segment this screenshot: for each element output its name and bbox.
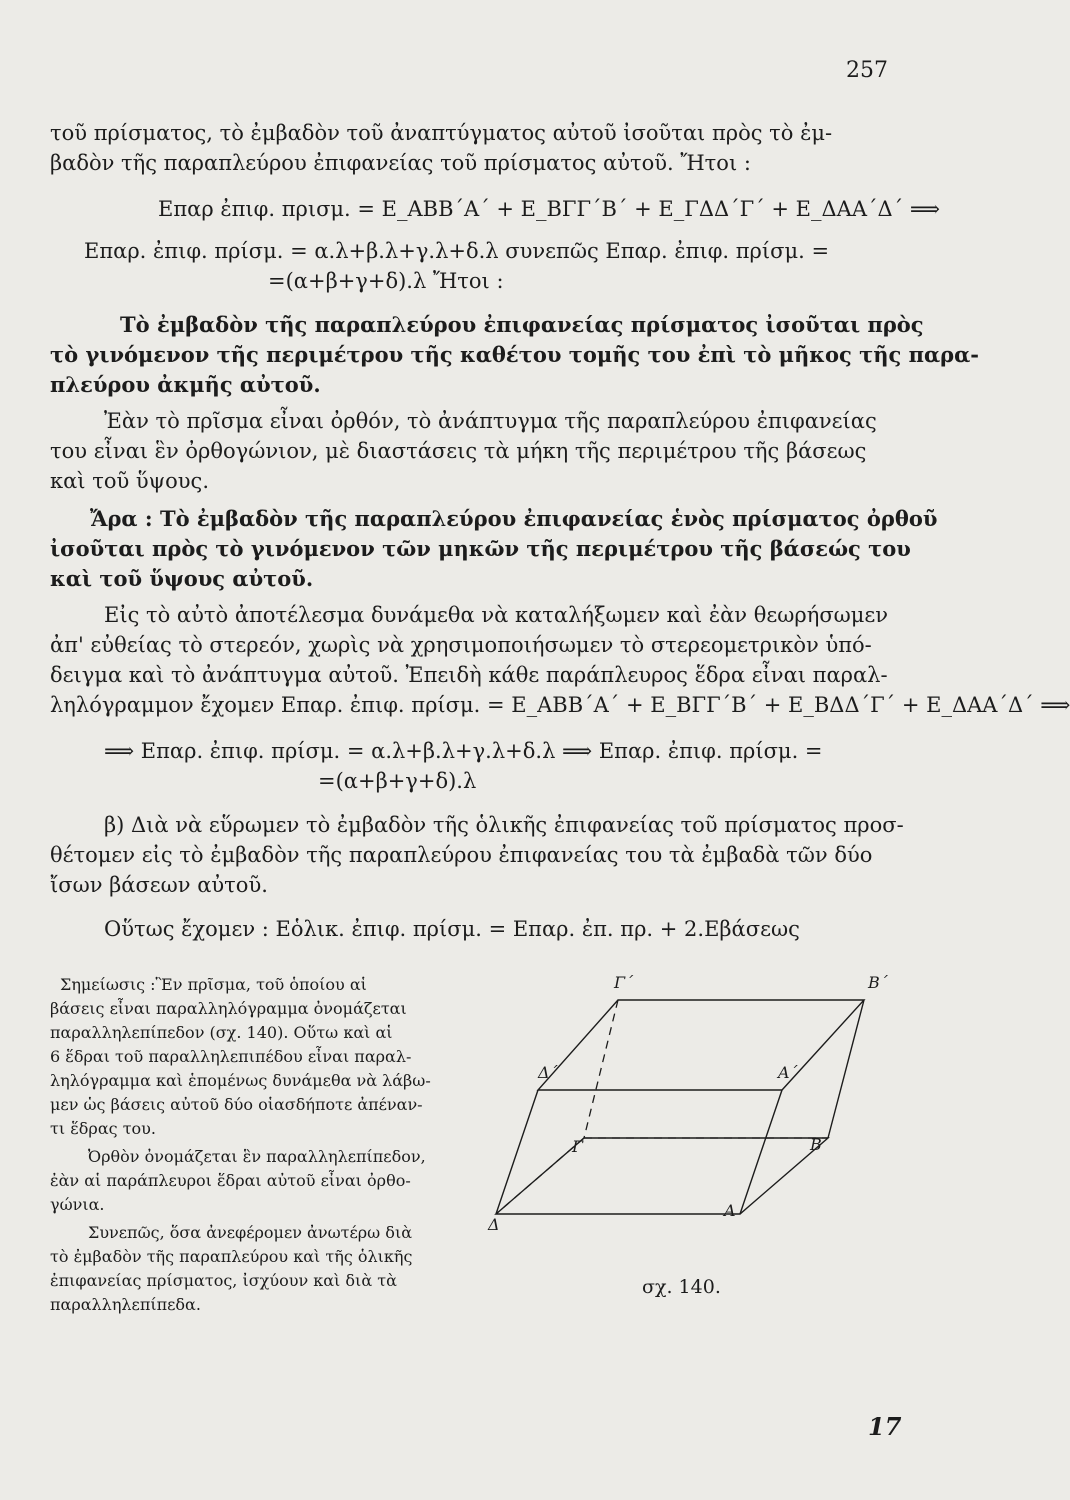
text-line-16: ἀπ' εὐθείας τὸ στερεόν, χωρὶς νὰ χρησιμοποιήσωμεν τὸ στερεομετρικὸν ὑπό- (50, 633, 872, 657)
bottom-face-visible (496, 1138, 828, 1214)
formula-line-5: ⟹ Επαρ. ἐπιφ. πρίσμ. = α.λ+β.λ+γ.λ+δ.λ ⟹ Επαρ. ἐπιφ. πρίσμ. = (104, 739, 823, 763)
note-line-8: Ὀρθὸν ὀνομάζεται ἓν παραλληλεπίπεδον, (88, 1147, 426, 1166)
text-line-2: βαδὸν τῆς παραπλεύρου ἐπιφανείας τοῦ πρίσματος αὐτοῦ. Ἤτοι : (50, 151, 751, 175)
label-D: Δ (488, 1215, 500, 1234)
text-line-9: Ἐὰν τὸ πρῖσμα εἶναι ὀρθόν, τὸ ἀνάπτυγμα τῆς παραπλεύρου ἐπιφανείας (104, 409, 877, 433)
theorem2-line-3: καὶ τοῦ ὕψους αὐτοῦ. (50, 566, 314, 591)
text-line-23: ἴσων βάσεων αὐτοῦ. (50, 873, 268, 897)
parallelepiped-figure (486, 960, 906, 1234)
label-A: Α (724, 1201, 736, 1220)
hidden-edge-GprimeG (584, 1000, 618, 1138)
note-line-2: βάσεις εἶναι παραλληλόγραμμα ὀνομάζεται (50, 999, 407, 1018)
text-line-15: Εἰς τὸ αὐτὸ ἀποτέλεσμα δυνάμεθα νὰ καταλήξωμεν καὶ ἐὰν θεωρήσωμεν (104, 603, 889, 627)
note-line-12: τὸ ἐμβαδὸν τῆς παραπλεύρου καὶ τῆς ὁλικῆς (50, 1247, 413, 1266)
note-line-7: τι ἕδρας του. (50, 1119, 156, 1138)
formula-line-7: Οὕτως ἔχομεν : Εὁλικ. ἐπιφ. πρίσμ. = Επαρ. ἐπ. πρ. + 2.Εβάσεως (104, 917, 800, 941)
text-line-10: του εἶναι ἓν ὀρθογώνιον, μὲ διαστάσεις τὰ μήκη τῆς περιμέτρου τῆς βάσεως (50, 439, 867, 463)
theorem-line-2: τὸ γινόμενον τῆς περιμέτρου τῆς καθέτου τομῆς του ἐπὶ τὸ μῆκος τῆς παρα- (50, 342, 980, 367)
note-line-14: παραλληλεπίπεδα. (50, 1295, 201, 1314)
page-number-top: 257 (846, 58, 888, 83)
theorem-line-1: Τὸ ἐμβαδὸν τῆς παραπλεύρου ἐπιφανείας πρίσματος ἰσοῦται πρὸς (120, 312, 924, 337)
label-B-prime: Β΄ (868, 973, 888, 992)
figure-caption: σχ. 140. (642, 1276, 721, 1298)
theorem-line-3: πλεύρου ἀκμῆς αὐτοῦ. (50, 372, 321, 397)
note-line-3: παραλληλεπίπεδον (σχ. 140). Οὕτω καὶ αἱ (50, 1023, 393, 1042)
page-number-bottom: 17 (868, 1412, 902, 1441)
formula-line-1: Επαρ ἐπιφ. πρισμ. = Ε_ΑΒΒ΄Α΄ + Ε_ΒΓΓ΄Β΄ + Ε_ΓΔΔ΄Γ΄ + Ε_ΔΑΑ΄Δ΄ ⟹ (158, 197, 940, 221)
note-line-13: ἐπιφανείας πρίσματος, ἰσχύουν καὶ διὰ τὰ (50, 1271, 397, 1290)
formula-line-4: ληλόγραμμον ἔχομεν Επαρ. ἐπιφ. πρίσμ. = Ε_ΑΒΒ΄Α΄ + Ε_ΒΓΓ΄Β΄ + Ε_ΒΔΔ΄Γ΄ + Ε_ΔΑΑ΄Δ΄ ⟹ (50, 693, 1070, 717)
note-line-1: Σημείωσις :Ἓν πρῖσμα, τοῦ ὁποίου αἱ (60, 975, 367, 994)
label-A-prime: Α΄ (778, 1063, 798, 1082)
label-G: Γ (572, 1137, 584, 1156)
note-line-4: 6 ἕδραι τοῦ παραλληλεπιπέδου εἶναι παραλ- (50, 1047, 412, 1066)
note-line-5: ληλόγραμμα καὶ ἑπομένως δυνάμεθα νὰ λάβω- (50, 1071, 431, 1090)
text-line-22: θέτομεν εἰς τὸ ἐμβαδὸν τῆς παραπλεύρου ἐπιφανείας του τὰ ἐμβαδὰ τῶν δύο (50, 843, 873, 867)
note-line-9: ἐὰν αἱ παράπλευροι ἕδραι αὐτοῦ εἶναι ὀρθο- (50, 1171, 411, 1190)
note-line-6: μεν ὡς βάσεις αὐτοῦ δύο οἱασδήποτε ἀπέναν- (50, 1095, 423, 1114)
theorem2-line-2: ἰσοῦται πρὸς τὸ γινόμενον τῶν μηκῶν τῆς περιμέτρου τῆς βάσεώς του (50, 536, 911, 561)
formula-line-3: =(α+β+γ+δ).λ Ἤτοι : (268, 269, 504, 293)
note-line-11: Συνεπῶς, ὅσα ἀνεφέρομεν ἀνωτέρω διὰ (88, 1223, 413, 1242)
text-line-1: τοῦ πρίσματος, τὸ ἐμβαδὸν τοῦ ἀναπτύγματος αὐτοῦ ἰσοῦται πρὸς τὸ ἐμ- (50, 121, 833, 145)
note-line-10: γώνια. (50, 1195, 105, 1214)
text-line-17: δειγμα καὶ τὸ ἀνάπτυγμα αὐτοῦ. Ἐπειδὴ κάθε παράπλευρος ἕδρα εἶναι παραλ- (50, 663, 888, 687)
label-B: Β (810, 1135, 822, 1154)
label-D-prime: Δ΄ (538, 1063, 558, 1082)
formula-line-6: =(α+β+γ+δ).λ (318, 769, 477, 793)
text-line-21: β) Διὰ νὰ εὕρωμεν τὸ ἐμβαδὸν τῆς ὁλικῆς ἐπιφανείας τοῦ πρίσματος προσ- (104, 813, 904, 837)
top-face (538, 1000, 864, 1090)
formula-line-2: Επαρ. ἐπιφ. πρίσμ. = α.λ+β.λ+γ.λ+δ.λ συνεπῶς Επαρ. ἐπιφ. πρίσμ. = (84, 239, 830, 263)
text-line-11: καὶ τοῦ ὕψους. (50, 469, 209, 493)
label-G-prime: Γ΄ (614, 973, 634, 992)
theorem2-line-1: Ἄρα : Τὸ ἐμβαδὸν τῆς παραπλεύρου ἐπιφανείας ἑνὸς πρίσματος ὀρθοῦ (90, 506, 938, 531)
